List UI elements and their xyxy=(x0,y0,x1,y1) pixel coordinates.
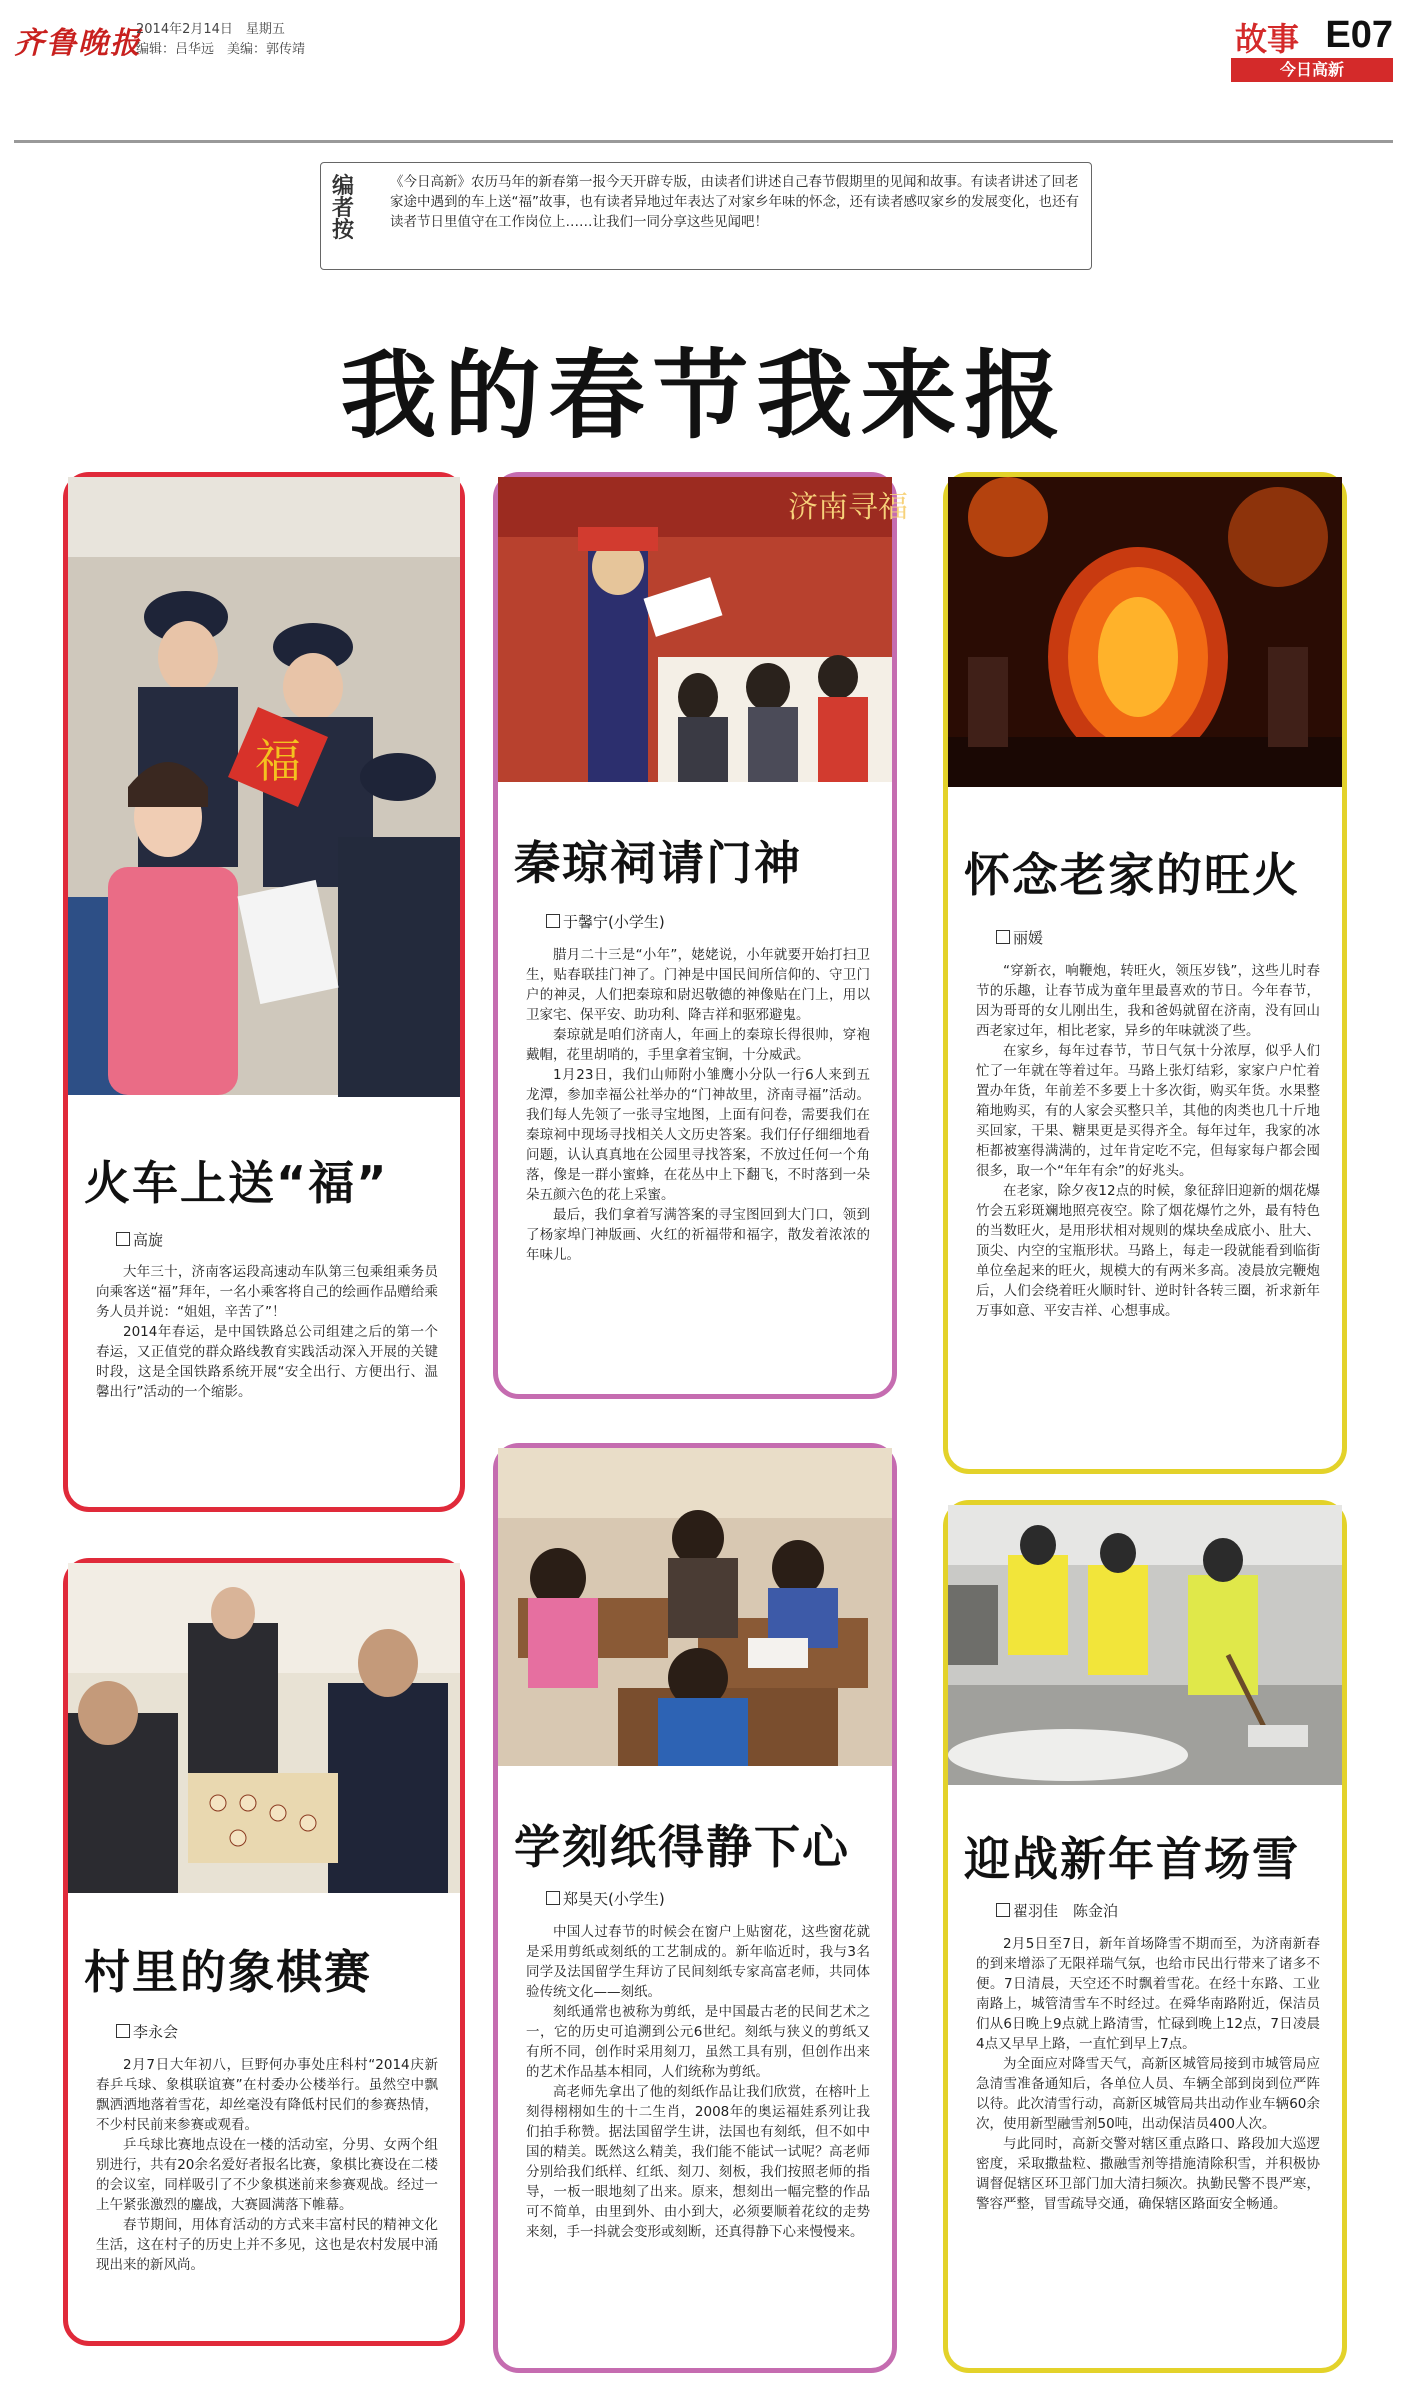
story-card-train xyxy=(63,472,465,1512)
editor-note-label: 编者按 xyxy=(332,174,355,243)
photo-chess xyxy=(68,1563,460,1893)
subsection-band: 今日高新 xyxy=(1231,58,1393,82)
story-author: 丽媛 xyxy=(996,927,1043,948)
section-label: 故事 xyxy=(1234,20,1299,58)
photo-train xyxy=(68,477,460,1095)
story-body: 2月5日至7日，新年首场降雪不期而至，为济南新春的到来增添了无限祥瑞气氛，也给市民出行带来了诸多不便。7日清晨，天空还不时飘着雪花。在经十东路、工业南路上，城管清雪车不时经过。在舜华南路附近，保洁员们从6日晚上9点就上路清雪，忙碌到晚上12点，7日凌晨4点又早早上路，一直忙到早上7点。 为全面应对降雪天气，高新区城管局接到市城管局应急清雪准备通知后，各单位人员、车辆全部到岗到位严阵以待。此次清雪行动，高新区城管局共出动作业车辆60余次，使用新型融雪剂50吨，出动保洁员400人次。 与此同时，高新交警对辖区重点路口、路段加大巡逻密度，采取撒盐粒、撒融雪剂等措施清除积雪，并积极协调督促辖区环卫部门加大清扫频次。执勤民警不畏严寒，警容严整，冒雪疏导交通，确保辖区路面安全畅通。 xyxy=(976,1936,1320,2212)
photo-papercut xyxy=(498,1448,892,1766)
story-card-snow xyxy=(943,1500,1347,2373)
story-body: “穿新衣，响鞭炮，转旺火，领压岁钱”，这些儿时春节的乐趣，让春节成为童年里最喜欢的节日。今年春节，因为哥哥的女儿刚出生，我和爸妈就留在济南，没有回山西老家过年，相比老家，异乡的年味就淡了些。 在家乡，每年过春节，节日气氛十分浓厚，似乎人们忙了一年就在等着过年。马路上张灯结彩，家家户户忙着置办年货，年前差不多要上十多次街，购买年货。水果整箱地购买，有的人家会买整只羊，其他的肉类也几十斤地买回家，干果、糖果更是买得齐全。每年过年，我家的冰柜都被塞得满满的，过年肯定吃不完，但每家每户都会囤很多，取一个“年年有余”的好兆头。 在老家，除夕夜12点的时候，象征辞旧迎新的烟花爆竹会五彩斑斓地照亮夜空。除了烟花爆竹之外，最有特色的当数旺火，是用形状相对规则的煤块垒成底小、肚大、顶尖、内空的宝瓶形状。马路上，每走一段就能看到临街单位垒起来的旺火，规模大的有两米多高。凌晨放完鞭炮后，人们会绕着旺火顺时针、逆时针各转三圈，祈求新年万事如意、平安吉祥、心想事成。 xyxy=(976,963,1320,1319)
svg-text:福: 福 xyxy=(255,734,301,788)
story-title: 迎战新年首场雪 xyxy=(964,1832,1300,1886)
story-author: 郑昊天(小学生) xyxy=(546,1888,665,1909)
story-title: 怀念老家的旺火 xyxy=(964,848,1300,902)
story-title: 秦琼祠请门神 xyxy=(514,836,802,890)
story-author: 翟羽佳 陈金泊 xyxy=(996,1900,1118,1921)
story-author: 于馨宁(小学生) xyxy=(546,911,665,932)
editor-note-text: 《今日高新》农历马年的新春第一报今天开辟专版，由读者们讲述自己春节假期里的见闻和故事。有读者讲述了回老家途中遇到的车上送“福”故事，也有读者异地过年表达了对家乡年味的怀念，还有读者感叹家乡的发展变化，也还有读者节日里值守在工作岗位上……让我们一同分享这些见闻吧！ xyxy=(390,174,1079,230)
story-title: 学刻纸得静下心 xyxy=(514,1820,850,1874)
editor-line: 编辑：吕华远 美编：郭传靖 xyxy=(136,42,306,57)
story-card-chess xyxy=(63,1558,465,2346)
page-number: E07 xyxy=(1325,14,1393,56)
story-title: 火车上送“福” xyxy=(84,1156,389,1210)
newspaper-logo: 齐鲁晚报 xyxy=(14,26,142,61)
page-headline: 我的春节我来报 xyxy=(340,340,1069,452)
date-line: 2014年2月14日 星期五 xyxy=(136,22,285,37)
story-card-papercut xyxy=(493,1443,897,2373)
story-author: 李永会 xyxy=(116,2021,178,2042)
photo-door-god xyxy=(498,477,908,782)
story-card-door-god xyxy=(493,472,908,1399)
photo-snow xyxy=(948,1505,1342,1785)
header-rule xyxy=(14,140,1393,143)
story-title: 村里的象棋赛 xyxy=(84,1945,372,1999)
photo-bonfire xyxy=(948,477,1342,787)
story-author: 高旋 xyxy=(116,1229,163,1250)
story-card-bonfire xyxy=(943,472,1347,1474)
svg-text:济南寻福: 济南寻福 xyxy=(788,490,908,525)
story-body: 中国人过春节的时候会在窗户上贴窗花，这些窗花就是采用剪纸或刻纸的工艺制成的。新年临近时，我与3名同学及法国留学生拜访了民间刻纸专家高富老师，共同体验传统文化——刻纸。 刻纸通常也被称为剪纸，是中国最古老的民间艺术之一，它的历史可追溯到公元6世纪。刻纸与狭义的剪纸又有所不同，创作时采用刻刀，虽然工具有别，但创作出来的艺术作品基本相同，人们统称为剪纸。 高老师先拿出了他的刻纸作品让我们欣赏，在榕叶上刻得栩栩如生的十二生肖，2008年的奥运福娃系列让我们拍手称赞。据法国留学生讲，法国也有刻纸，但不如中国的精美。既然这么精美，我们能不能试一试呢？高老师分别给我们纸样、红纸、刻刀、刻板，我们按照老师的指导，一板一眼地刻了出来。原来，想刻出一幅完整的作品可不简单，由里到外、由小到大，必须要顺着花纹的走势来刻，手一抖就会变形或刻断，还真得静下心来慢慢来。 xyxy=(526,1924,870,2240)
story-body: 大年三十，济南客运段高速动车队第三包乘组乘务员向乘客送“福”拜年，一名小乘客将自己的绘画作品赠给乘务人员并说：“姐姐，辛苦了”！ 2014年春运，是中国铁路总公司组建之后的第一个春运，又正值党的群众路线教育实践活动深入开展的关键时段，这是全国铁路系统开展“安全出行、方便出行、温馨出行”活动的一个缩影。 xyxy=(96,1264,438,1400)
story-body: 2月7日大年初八，巨野何办事处庄科村“2014庆新春乒乓球、象棋联谊赛”在村委办公楼举行。虽然空中飘飘洒洒地落着雪花，却丝毫没有降低村民们的参赛热情，不少村民前来参赛或观看。 乒乓球比赛地点设在一楼的活动室，分男、女两个组别进行，共有20余名爱好者报名比赛，象棋比赛设在二楼的会议室，同样吸引了不少象棋迷前来参赛观战。经过一上午紧张激烈的鏖战，大赛圆满落下帷幕。 春节期间，用体育活动的方式来丰富村民的精神文化生活，这在村子的历史上并不多见，这也是农村发展中涌现出来的新风尚。 xyxy=(96,2057,438,2273)
story-body: 腊月二十三是“小年”，姥姥说，小年就要开始打扫卫生，贴春联挂门神了。门神是中国民间所信仰的、守卫门户的神灵，人们把秦琼和尉迟敬德的神像贴在门上，用以卫家宅、保平安、助功利、降吉祥和驱邪避鬼。 秦琼就是咱们济南人，年画上的秦琼长得很帅，穿袍戴帽，花里胡哨的，手里拿着宝锏，十分威武。 1月23日，我们山师附小雏鹰小分队一行6人来到五龙潭，参加幸福公社举办的“门神故里，济南寻福”活动。我们每人先领了一张寻宝地图，上面有问卷，需要我们在秦琼祠中现场寻找相关人文历史答案。我们仔仔细细地看问题，认认真真地在公园里寻找答案，不放过任何一个角落，像是一群小蜜蜂，在花丛中上下翻飞，不时落到一朵朵五颜六色的花上采蜜。 最后，我们拿着写满答案的寻宝图回到大门口，领到了杨家埠门神版画、火红的祈福带和福字，散发着浓浓的年味儿。 xyxy=(526,947,870,1263)
